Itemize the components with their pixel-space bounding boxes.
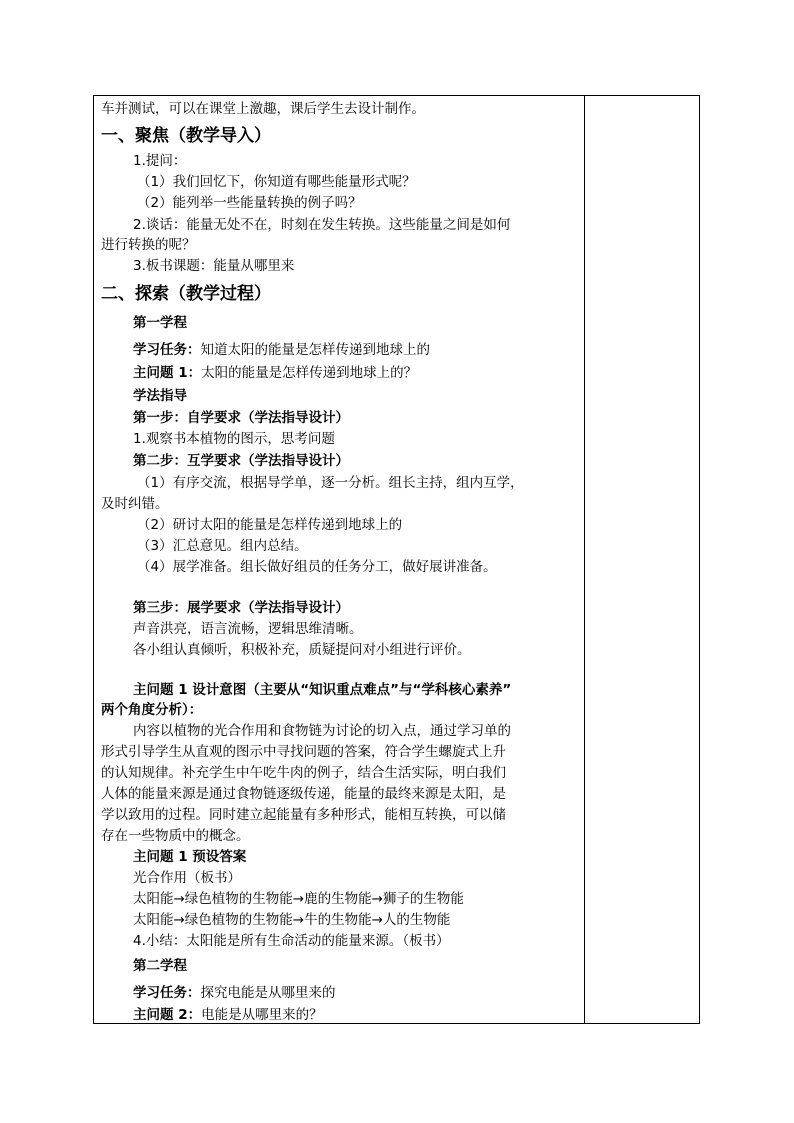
text-line: 的认知规律。补充学生中午吃牛肉的例子，结合生活实际，明白我们 xyxy=(101,765,506,781)
text-line: 进行转换的呢？ xyxy=(101,237,196,253)
text-line: 内容以植物的光合作用和食物链为讨论的切入点，通过学习单的 xyxy=(133,723,511,739)
label: 学习任务： xyxy=(133,985,201,1001)
label: 主问题 1： xyxy=(133,365,202,381)
value: 知道太阳的能量是怎样传递到地球上的 xyxy=(200,342,430,358)
text-line: 4.小结：太阳能是所有生命活动的能量来源。（板书） xyxy=(133,933,450,949)
subheading: 第一学程 xyxy=(133,315,187,331)
text-line xyxy=(133,364,611,382)
text-line: 学以致用的过程。同时建立起能量有多种形式，能相互转换，可以储 xyxy=(101,807,506,823)
text-line xyxy=(133,984,611,1002)
text-line: （3）汇总意见。组内总结。 xyxy=(137,538,308,554)
value: 电能是从哪里来的？ xyxy=(201,1007,323,1023)
text-line: 声音洪亮，语言流畅，逻辑思维清晰。 xyxy=(133,621,363,637)
section-heading-focus: 一、聚焦（教学导入） xyxy=(101,126,271,146)
text-line: （2）能列举一些能量转换的例子吗？ xyxy=(137,195,362,211)
text-line: 1.观察书本植物的图示，思考问题 xyxy=(133,431,335,447)
text-line: （1）我们回忆下，你知道有哪些能量形式呢？ xyxy=(137,174,416,190)
text-line: 光合作用（板书） xyxy=(133,870,241,886)
text-line xyxy=(133,341,611,359)
subheading: 第二学程 xyxy=(133,958,187,974)
subheading: 主问题 1 设计意图（主要从“知识重点难点”与“学科核心素养” xyxy=(133,682,512,698)
text-line: （1）有序交流，根据导学单，逐一分析。组长主持，组内互学， xyxy=(137,475,524,491)
subheading: 主问题 1 预设答案 xyxy=(133,849,247,865)
subheading: 第三步：展学要求（学法指导设计） xyxy=(133,600,349,616)
text-line: 2.谈话：能量无处不在，时刻在发生转换。这些能量之间是如何 xyxy=(133,217,511,233)
value: 探究电能是从哪里来的 xyxy=(200,985,336,1001)
text-line xyxy=(133,1006,611,1024)
label: 学习任务： xyxy=(133,342,201,358)
text-line: 形式引导学生从直观的图示中寻找问题的答案，符合学生螺旋式上升 xyxy=(101,744,506,760)
text-line: 车并测试，可以在课堂上激趣，课后学生去设计制作。 xyxy=(101,101,425,117)
text-line: 存在一些物质中的概念。 xyxy=(101,828,250,844)
value: 太阳的能量是怎样传递到地球上的？ xyxy=(201,365,418,381)
label: 主问题 2： xyxy=(133,1007,202,1023)
text-line: 3.板书课题：能量从哪里来 xyxy=(133,258,295,274)
text-line: （4）展学准备。组长做好组员的任务分工，做好展讲准备。 xyxy=(137,559,497,575)
text-line: 各小组认真倾听，积极补充，质疑提问对小组进行评价。 xyxy=(133,642,471,658)
subheading: 第一步：自学要求（学法指导设计） xyxy=(133,410,349,426)
subheading: 两个角度分析）： xyxy=(101,702,203,718)
subheading: 第二步：互学要求（学法指导设计） xyxy=(133,453,349,469)
subheading: 学法指导 xyxy=(133,388,187,404)
text-line: 太阳能→绿色植物的生物能→牛的生物能→人的生物能 xyxy=(133,912,451,928)
text-line: 人体的能量来源是通过食物链逐级传递，能量的最终来源是太阳，是 xyxy=(101,786,506,802)
text-line: 及时纠错。 xyxy=(101,496,169,512)
text-line: （2）研讨太阳的能量是怎样传递到地球上的 xyxy=(137,517,403,533)
text-line: 太阳能→绿色植物的生物能→鹿的生物能→狮子的生物能 xyxy=(133,891,464,907)
text-line: 1.提问： xyxy=(133,153,187,169)
section-heading-explore: 二、探索（教学过程） xyxy=(101,284,271,304)
